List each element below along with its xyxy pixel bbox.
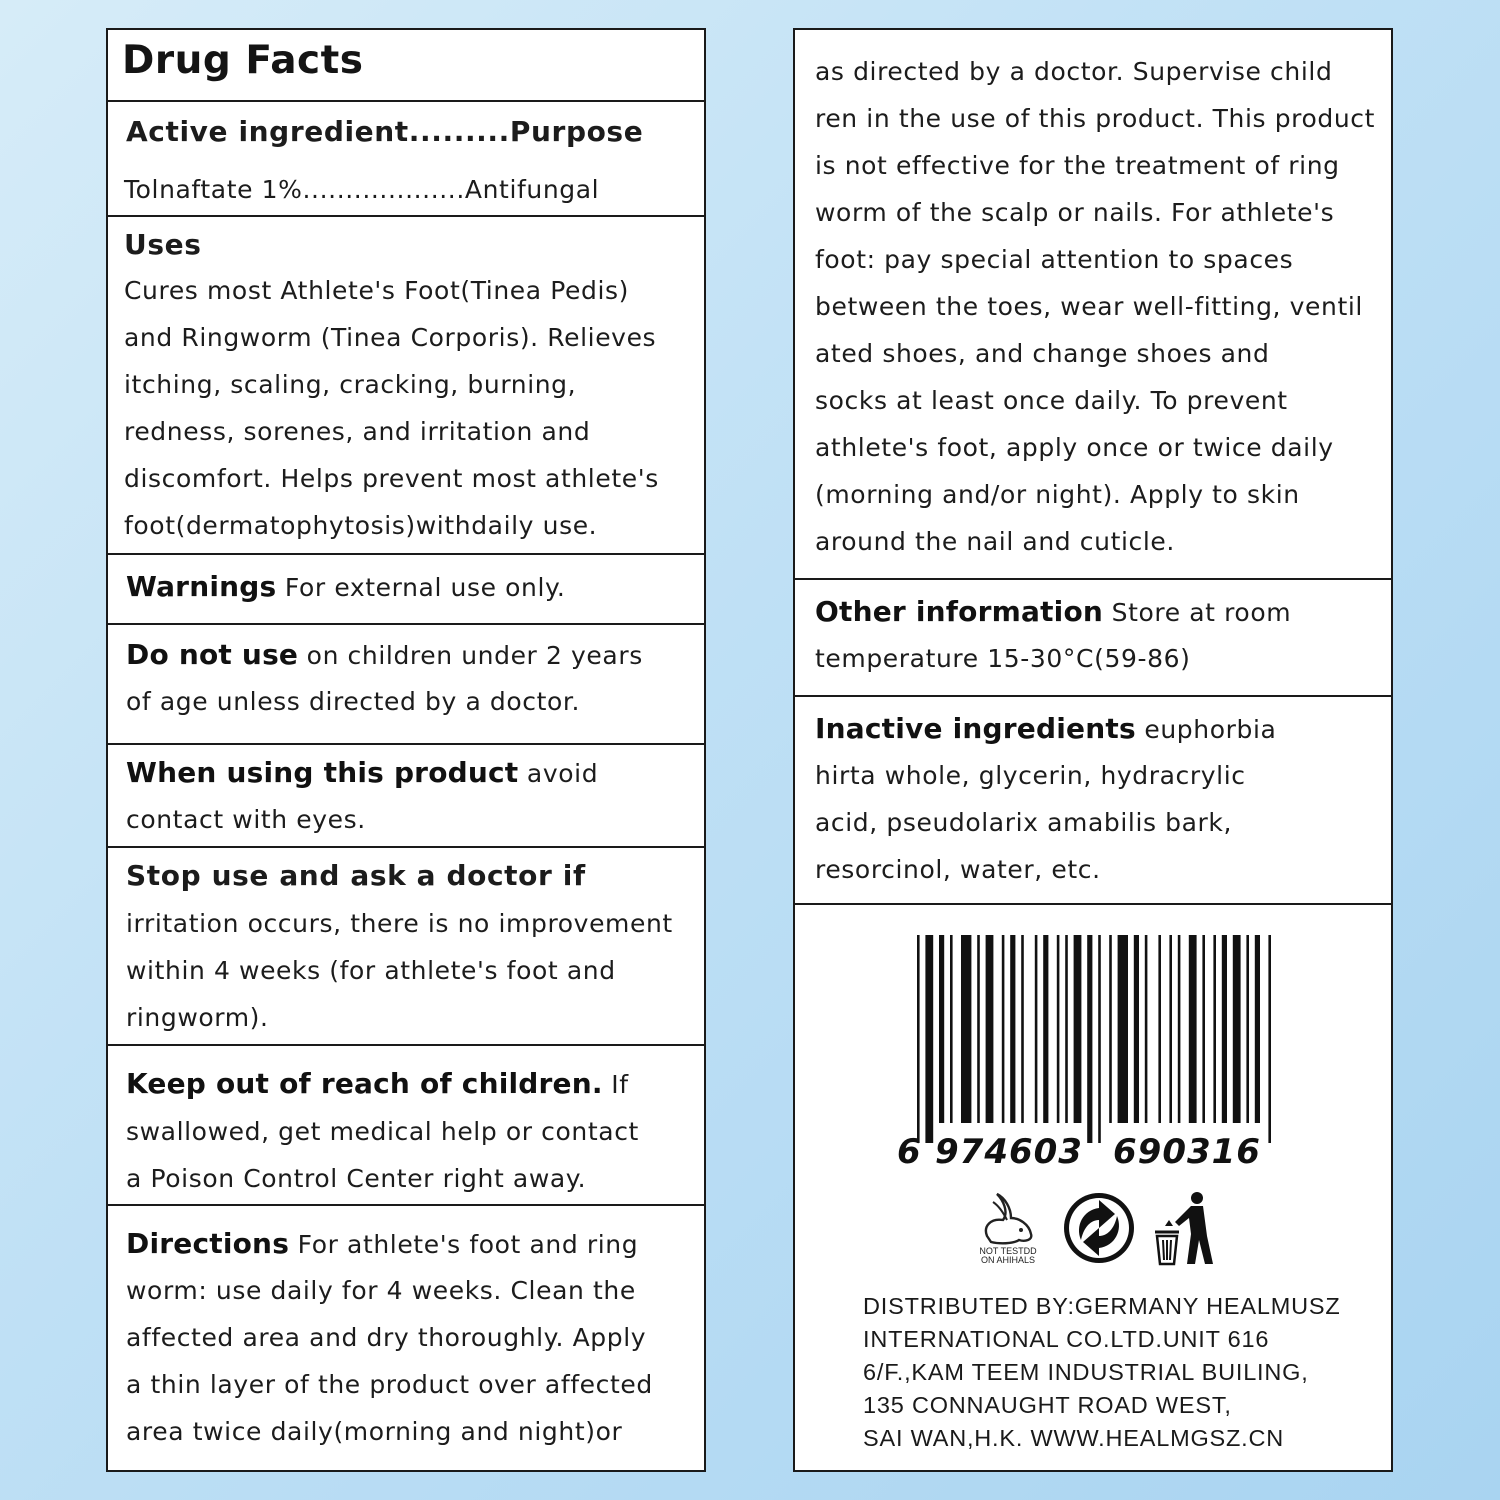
keep-out-line-1 <box>126 1060 694 1108</box>
uses-line-3: itching, scaling, cracking, burning, <box>124 370 577 399</box>
distributor-line-4: 135 CONNAUGHT ROAD WEST, <box>863 1392 1232 1418</box>
stop-use-line-2: within 4 weeks (for athlete's foot and <box>126 956 616 985</box>
barcode-bar <box>986 935 994 1123</box>
barcode-bar <box>1057 935 1060 1123</box>
directions-heading: Directions <box>126 1227 290 1260</box>
barcode-bar <box>1233 935 1241 1123</box>
barcode-bars <box>917 935 1271 1143</box>
keep-out-heading: Keep out of reach of children. <box>126 1067 603 1100</box>
do-not-use-line-1 <box>126 631 694 679</box>
other-info-line-1 <box>815 588 1381 636</box>
when-using-line-2: contact with eyes. <box>126 805 366 834</box>
uses-line-6: foot(dermatophytosis)withdaily use. <box>124 511 598 540</box>
uses-line-4: redness, sorenes, and irritation and <box>124 417 591 446</box>
do-not-use-line-2: of age unless directed by a doctor. <box>126 687 581 716</box>
icon-row <box>973 1190 1223 1270</box>
inactive-ingredients-section <box>795 697 1391 905</box>
warnings-line <box>126 563 694 611</box>
directions-line-3: affected area and dry thoroughly. Apply <box>126 1323 647 1352</box>
distributor-line-3: 6/F.,KAM TEEM INDUSTRIAL BUILING, <box>863 1359 1309 1385</box>
barcode-bar <box>1118 935 1128 1123</box>
barcode-bar <box>1021 935 1024 1123</box>
keep-out-line-3: a Poison Control Center right away. <box>126 1164 587 1193</box>
barcode-bar <box>961 935 971 1123</box>
barcode-bar <box>1202 935 1205 1123</box>
uses-line-2: and Ringworm (Tinea Corporis). Relieves <box>124 323 657 352</box>
rabbit-label-2: ON AHIHALS <box>980 1255 1036 1265</box>
when-using-text: avoid <box>518 759 599 788</box>
barcode-group-2: 690316 <box>1113 1132 1261 1172</box>
keep-out-line-2: swallowed, get medical help or contact <box>126 1117 639 1146</box>
active-ingredient-section <box>108 102 704 217</box>
directions-line-5: area twice daily(morning and night)or <box>126 1417 623 1446</box>
barcode-bar <box>1213 935 1216 1123</box>
active-ingredient-header: Active ingredient.........Purpose <box>126 115 644 148</box>
barcode-section <box>795 905 1391 1472</box>
uses-heading: Uses <box>124 228 202 261</box>
barcode-bar <box>1158 935 1161 1123</box>
directions-cont-line-3: is not effective for the treatment of ring <box>815 151 1340 180</box>
other-info-text: Store at room <box>1103 598 1292 627</box>
when-using-line-1 <box>126 749 694 797</box>
inactive-heading: Inactive ingredients <box>815 712 1136 745</box>
distributor-info <box>863 1290 1381 1455</box>
barcode-bar <box>1169 935 1172 1123</box>
uses-section <box>108 217 704 555</box>
barcode-bar <box>1255 935 1260 1123</box>
warnings-heading: Warnings <box>126 570 277 603</box>
directions-cont-line-10: (morning and/or night). Apply to skin <box>815 480 1300 509</box>
directions-line-4: a thin layer of the product over affected <box>126 1370 653 1399</box>
barcode-bar <box>1043 935 1048 1123</box>
barcode-bar <box>1222 935 1227 1123</box>
directions-line-1 <box>126 1220 694 1268</box>
barcode-bar <box>1189 935 1197 1123</box>
do-not-use-text: on children under 2 years <box>298 641 643 670</box>
other-information-section <box>795 580 1391 697</box>
inactive-line-4: resorcinol, water, etc. <box>815 855 1101 884</box>
barcode-first-digit: 6 <box>897 1132 921 1172</box>
do-not-use-section <box>108 625 704 745</box>
other-info-heading: Other information <box>815 595 1104 628</box>
barcode-bar <box>917 935 920 1143</box>
directions-continued-section <box>795 30 1391 580</box>
warnings-section <box>108 555 704 625</box>
barcode-bar <box>1035 935 1038 1123</box>
stop-use-line-1: irritation occurs, there is no improvement <box>126 909 673 938</box>
directions-text: For athlete's foot and ring <box>289 1230 639 1259</box>
barcode-bar <box>1246 935 1249 1123</box>
directions-section <box>108 1206 704 1472</box>
rabbit-icon <box>973 1190 1043 1266</box>
barcode <box>895 935 1315 1175</box>
drug-facts-title: Drug Facts <box>122 38 364 83</box>
directions-cont-line-7: ated shoes, and change shoes and <box>815 339 1270 368</box>
drug-facts-title-section <box>108 30 704 102</box>
barcode-bar <box>1268 935 1271 1143</box>
rabbit-label-1: NOT TESTDD <box>979 1246 1037 1256</box>
barcode-bar <box>1074 935 1082 1123</box>
directions-cont-line-1: as directed by a doctor. Supervise child <box>815 57 1333 86</box>
barcode-bar <box>1065 935 1068 1123</box>
when-using-section <box>108 745 704 848</box>
directions-cont-line-8: socks at least once daily. To prevent <box>815 386 1288 415</box>
directions-cont-line-6: between the toes, wear well-fitting, ventil <box>815 292 1363 321</box>
drug-facts-left-panel <box>106 28 706 1472</box>
trash-person-icon <box>1153 1190 1219 1266</box>
stop-use-section <box>108 848 704 1046</box>
uses-line-5: discomfort. Helps prevent most athlete's <box>124 464 659 493</box>
other-info-line-2: temperature 15-30°C(59-86) <box>815 644 1191 673</box>
do-not-use-heading: Do not use <box>126 638 299 671</box>
barcode-bar <box>1010 935 1015 1123</box>
barcode-bar <box>1134 935 1139 1123</box>
barcode-bar <box>1087 935 1092 1143</box>
barcode-bar <box>1002 935 1005 1123</box>
drug-facts-right-panel <box>793 28 1393 1472</box>
barcode-bar <box>1178 935 1181 1123</box>
recycle-icon <box>1061 1190 1137 1266</box>
warnings-text: For external use only. <box>276 573 566 602</box>
active-ingredient-line: Tolnaftate 1%...................Antifungal <box>124 175 600 204</box>
inactive-line-3: acid, pseudolarix amabilis bark, <box>815 808 1233 837</box>
stop-use-line-3: ringworm). <box>126 1003 269 1032</box>
distributor-line-2: INTERNATIONAL CO.LTD.UNIT 616 <box>863 1326 1270 1352</box>
barcode-bar <box>950 935 953 1123</box>
directions-cont-line-11: around the nail and cuticle. <box>815 527 1175 556</box>
directions-line-2: worm: use daily for 4 weeks. Clean the <box>126 1276 636 1305</box>
directions-cont-line-2: ren in the use of this product. This product <box>815 104 1376 133</box>
when-using-heading: When using this product <box>126 756 519 789</box>
distributor-line-1: DISTRIBUTED BY:GERMANY HEALMUSZ <box>863 1293 1341 1319</box>
barcode-bar <box>925 935 933 1143</box>
uses-line-1: Cures most Athlete's Foot(Tinea Pedis) <box>124 276 630 305</box>
keep-out-section <box>108 1046 704 1206</box>
inactive-line-2: hirta whole, glycerin, hydracrylic <box>815 761 1246 790</box>
directions-cont-line-5: foot: pay special attention to spaces <box>815 245 1294 274</box>
keep-out-text: If <box>602 1070 629 1099</box>
barcode-bar <box>1109 935 1112 1123</box>
barcode-bar <box>1145 935 1148 1123</box>
barcode-bar <box>977 935 980 1123</box>
inactive-line-1 <box>815 705 1381 753</box>
directions-cont-line-4: worm of the scalp or nails. For athlete's <box>815 198 1335 227</box>
stop-use-heading: Stop use and ask a doctor if <box>126 859 586 892</box>
barcode-bar <box>1098 935 1101 1143</box>
barcode-group-1: 974603 <box>935 1132 1083 1172</box>
barcode-bar <box>939 935 944 1123</box>
inactive-text: euphorbia <box>1135 715 1277 744</box>
directions-cont-line-9: athlete's foot, apply once or twice daily <box>815 433 1334 462</box>
distributor-line-5: SAI WAN,H.K. WWW.HEALMGSZ.CN <box>863 1425 1285 1451</box>
